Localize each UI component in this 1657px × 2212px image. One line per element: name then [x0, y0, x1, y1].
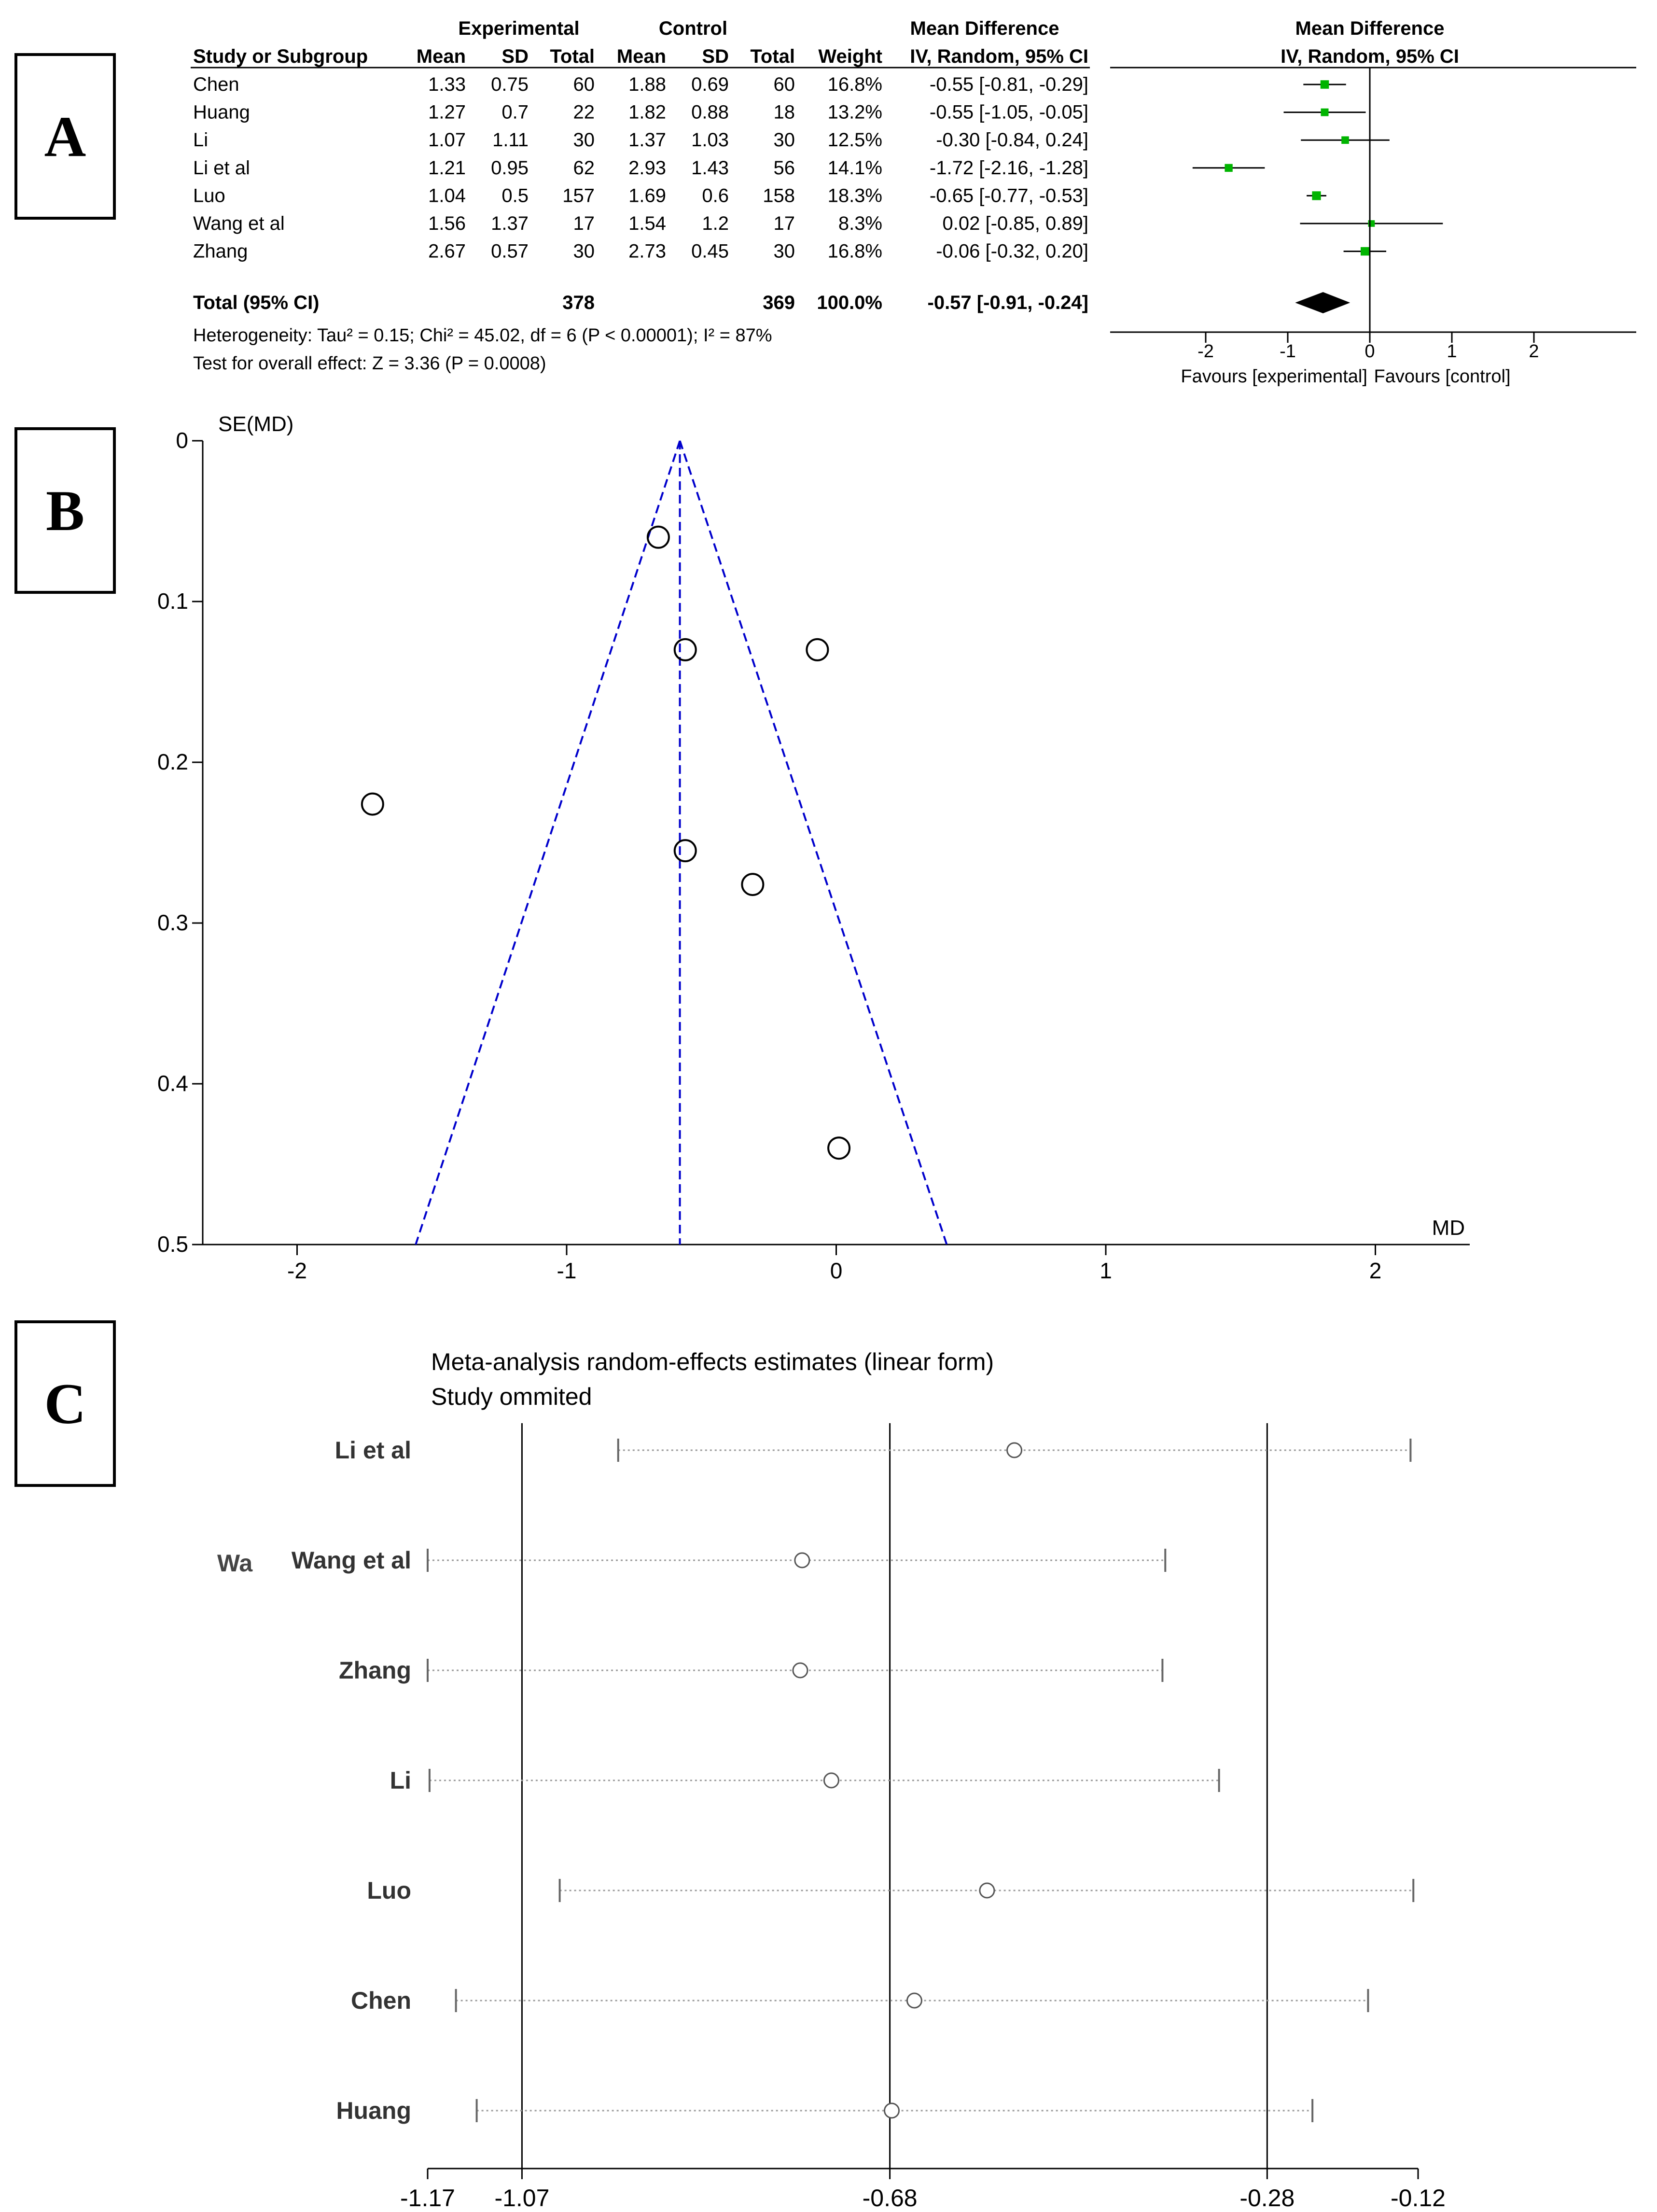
sensitivity-point [795, 1553, 809, 1568]
forest-axis-tick-label: 1 [1447, 341, 1457, 362]
funnel-y-tick-label: 0.2 [157, 749, 188, 774]
cell-c-sd: 1.43 [691, 157, 729, 179]
funnel-point [362, 794, 383, 815]
funnel-point [675, 639, 696, 660]
cell-c-sd: 1.2 [702, 213, 729, 234]
header-study: Study or Subgroup [193, 46, 368, 67]
cell-e-mean: 1.33 [428, 74, 466, 95]
cell-e-mean: 1.27 [428, 101, 466, 123]
sensitivity-x-tick-label: -1.17 [400, 2184, 455, 2212]
forest-point [1321, 109, 1329, 116]
cell-e-total: 17 [573, 213, 595, 234]
study-label: Li et al [193, 157, 250, 179]
cell-c-total: 56 [773, 157, 795, 179]
study-label: Chen [193, 74, 239, 95]
funnel-y-tick-label: 0 [176, 428, 188, 453]
header-ci-plot: IV, Random, 95% CI [1281, 46, 1459, 67]
sensitivity-x-tick-label: -0.28 [1239, 2184, 1295, 2212]
cell-e-mean: 1.21 [428, 157, 466, 179]
funnel-left-limit [416, 441, 680, 1245]
header-control: Control [658, 18, 728, 39]
cell-ci: -0.06 [-0.32, 0.20] [936, 240, 1088, 262]
header-c-total: Total [750, 46, 795, 67]
sensitivity-x-tick-label: -0.68 [862, 2184, 918, 2212]
cell-c-total: 30 [773, 240, 795, 262]
forest-axis-tick-label: 0 [1365, 341, 1375, 362]
sensitivity-point [793, 1663, 808, 1678]
cell-c-mean: 1.88 [628, 74, 666, 95]
sensitivity-subtitle: Study ommited [431, 1383, 592, 1410]
sensitivity-point [980, 1883, 994, 1898]
cell-e-total: 22 [573, 101, 595, 123]
cell-c-mean: 1.82 [628, 101, 666, 123]
funnel-y-tick-label: 0.1 [157, 588, 188, 614]
cell-ci: -1.72 [-2.16, -1.28] [929, 157, 1088, 179]
study-label: Li [193, 129, 209, 151]
cell-c-mean: 1.54 [628, 213, 666, 234]
total-label: Total (95% CI) [193, 292, 320, 313]
forest-point [1361, 247, 1369, 256]
cell-weight: 16.8% [827, 74, 882, 95]
study-label: Wang et al [193, 213, 285, 234]
cell-e-sd: 0.95 [491, 157, 529, 179]
cell-weight: 18.3% [827, 185, 882, 207]
sensitivity-title: Meta-analysis random-effects estimates (linear form) [431, 1348, 994, 1375]
funnel-point [807, 639, 828, 660]
cell-weight: 16.8% [827, 240, 882, 262]
header-mean-difference: Mean Difference [910, 18, 1059, 39]
cell-e-total: 30 [573, 129, 595, 151]
cell-c-total: 60 [773, 74, 795, 95]
cell-weight: 12.5% [827, 129, 882, 151]
cell-e-mean: 2.67 [428, 240, 466, 262]
sensitivity-point [907, 1993, 921, 2008]
funnel-point [648, 527, 669, 548]
cell-ci: -0.55 [-1.05, -0.05] [929, 101, 1088, 123]
panel-label-b: B [14, 427, 116, 594]
cell-e-mean: 1.56 [428, 213, 466, 234]
funnel-y-label: SE(MD) [218, 412, 294, 436]
study-label: Luo [193, 185, 225, 207]
header-experimental: Experimental [458, 18, 580, 39]
cell-c-sd: 1.03 [691, 129, 729, 151]
sensitivity-point [1007, 1443, 1022, 1457]
sensitivity-point [885, 2103, 899, 2118]
total-e-total: 378 [562, 292, 595, 313]
cell-e-mean: 1.07 [428, 129, 466, 151]
stray-label: Wa [217, 1550, 253, 1577]
cell-weight: 14.1% [827, 157, 882, 179]
overall-effect-text: Test for overall effect: Z = 3.36 (P = 0.0008) [193, 353, 546, 374]
sensitivity-row-label: Luo [367, 1877, 411, 1904]
forest-point [1341, 136, 1349, 144]
panel-label-a: A [14, 53, 116, 220]
funnel-y-tick-label: 0.3 [157, 910, 188, 935]
cell-e-sd: 1.37 [491, 213, 529, 234]
cell-c-total: 158 [763, 185, 795, 207]
funnel-y-tick-label: 0.5 [157, 1232, 188, 1257]
favours-experimental: Favours [experimental] [1181, 366, 1367, 387]
study-label: Zhang [193, 240, 248, 262]
heterogeneity-text: Heterogeneity: Tau² = 0.15; Chi² = 45.02, df = 6 (P < 0.00001); I² = 87% [193, 325, 772, 346]
header-mean-difference-plot: Mean Difference [1295, 18, 1445, 39]
cell-e-total: 157 [562, 185, 595, 207]
cell-e-total: 62 [573, 157, 595, 179]
forest-axis-tick-label: -1 [1280, 341, 1296, 362]
sensitivity-x-tick-label: -0.12 [1391, 2184, 1446, 2212]
cell-e-sd: 0.75 [491, 74, 529, 95]
funnel-point [742, 874, 763, 895]
cell-c-total: 17 [773, 213, 795, 234]
cell-c-total: 18 [773, 101, 795, 123]
cell-ci: -0.30 [-0.84, 0.24] [936, 129, 1088, 151]
header-c-sd: SD [702, 46, 729, 67]
cell-ci: 0.02 [-0.85, 0.89] [942, 213, 1088, 234]
cell-c-mean: 1.69 [628, 185, 666, 207]
sensitivity-row-label: Li [390, 1767, 411, 1794]
sensitivity-x-tick-label: -1.07 [494, 2184, 550, 2212]
funnel-point [828, 1137, 849, 1159]
cell-e-total: 60 [573, 74, 595, 95]
sensitivity-row-label: Zhang [339, 1657, 411, 1684]
total-diamond [1295, 292, 1350, 313]
cell-weight: 13.2% [827, 101, 882, 123]
header-ci: IV, Random, 95% CI [910, 46, 1088, 67]
header-c-mean: Mean [616, 46, 666, 67]
study-label: Huang [193, 101, 250, 123]
funnel-x-tick-label: 0 [830, 1258, 843, 1283]
funnel-right-limit [680, 441, 947, 1245]
total-c-total: 369 [763, 292, 795, 313]
cell-c-sd: 0.88 [691, 101, 729, 123]
cell-e-mean: 1.04 [428, 185, 466, 207]
favours-control: Favours [control] [1374, 366, 1511, 387]
funnel-x-tick-label: -1 [557, 1258, 577, 1283]
forest-point [1225, 164, 1232, 172]
forest-axis-tick-label: 2 [1529, 341, 1539, 362]
forest-point [1321, 80, 1329, 89]
header-e-mean: Mean [416, 46, 466, 67]
total-ci: -0.57 [-0.91, -0.24] [927, 292, 1088, 313]
forest-point [1312, 191, 1321, 200]
cell-c-sd: 0.45 [691, 240, 729, 262]
cell-e-sd: 0.5 [501, 185, 529, 207]
cell-e-sd: 0.57 [491, 240, 529, 262]
sensitivity-row-label: Huang [336, 2097, 411, 2124]
cell-c-total: 30 [773, 129, 795, 151]
forest-axis-tick-label: -2 [1197, 341, 1214, 362]
cell-c-mean: 2.73 [628, 240, 666, 262]
cell-c-mean: 2.93 [628, 157, 666, 179]
panel-label-c: C [14, 1320, 116, 1487]
sensitivity-point [824, 1773, 838, 1788]
cell-c-sd: 0.6 [702, 185, 729, 207]
cell-ci: -0.55 [-0.81, -0.29] [929, 74, 1088, 95]
header-weight: Weight [818, 46, 882, 67]
sensitivity-row-label: Li et al [334, 1437, 411, 1464]
cell-e-sd: 1.11 [492, 129, 529, 151]
header-e-total: Total [550, 46, 595, 67]
funnel-point [675, 840, 696, 861]
cell-c-mean: 1.37 [628, 129, 666, 151]
cell-e-total: 30 [573, 240, 595, 262]
cell-c-sd: 0.69 [691, 74, 729, 95]
funnel-x-tick-label: 2 [1369, 1258, 1382, 1283]
sensitivity-row-label: Wang et al [291, 1547, 411, 1574]
funnel-y-tick-label: 0.4 [157, 1071, 188, 1096]
total-weight: 100.0% [817, 292, 882, 313]
cell-ci: -0.65 [-0.77, -0.53] [929, 185, 1088, 207]
funnel-x-label: MD [1432, 1216, 1465, 1240]
sensitivity-row-label: Chen [351, 1987, 411, 2014]
funnel-x-tick-label: 1 [1100, 1258, 1112, 1283]
header-e-sd: SD [501, 46, 529, 67]
cell-e-sd: 0.7 [501, 101, 529, 123]
cell-weight: 8.3% [838, 213, 882, 234]
funnel-x-tick-label: -2 [287, 1258, 307, 1283]
